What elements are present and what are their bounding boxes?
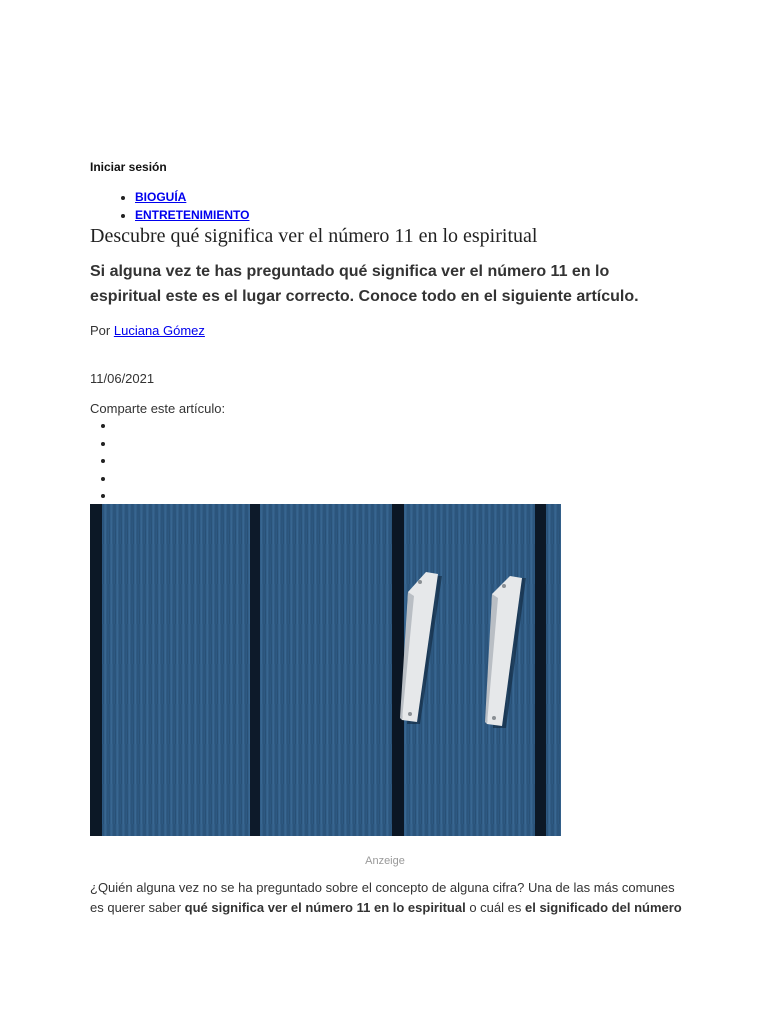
hero-image	[90, 504, 561, 836]
byline	[90, 323, 205, 338]
body-text-segment: o cuál es	[465, 900, 525, 915]
body-text-segment: ¿Quién alguna vez no se ha preguntado sobre el concepto de alguna cifra? Una de las más comunes es querer saber	[90, 880, 675, 915]
category-item	[135, 206, 249, 224]
body-bold-segment: qué significa ver el número 11 en lo espiritual	[184, 900, 466, 915]
publish-date: 11/06/2021	[90, 371, 155, 386]
byline-prefix: Por	[90, 323, 111, 338]
article-lead: Si alguna vez te has preguntado qué significa ver el número 11 en lo espiritual este es el lugar correcto. Conoce todo en el siguiente artículo.	[90, 263, 639, 305]
share-list	[90, 418, 115, 506]
author-link[interactable]: Luciana Gómez	[113, 323, 205, 338]
body-bold-segment: el significado del número	[524, 900, 682, 915]
category-item	[135, 188, 249, 206]
category-link-bioguia[interactable]: BIOGUÍA	[135, 190, 187, 204]
article-title: Descubre qué significa ver el número 11 en lo espiritual	[90, 225, 538, 247]
category-link-entretenimiento[interactable]: ENTRETENIMIENTO	[135, 208, 250, 222]
share-label: Comparte este artículo:	[90, 401, 226, 416]
category-list	[90, 188, 249, 224]
login-link[interactable]: Iniciar sesión	[90, 160, 167, 174]
ad-label: Anzeige	[365, 855, 405, 867]
article-body-paragraph	[90, 878, 682, 918]
